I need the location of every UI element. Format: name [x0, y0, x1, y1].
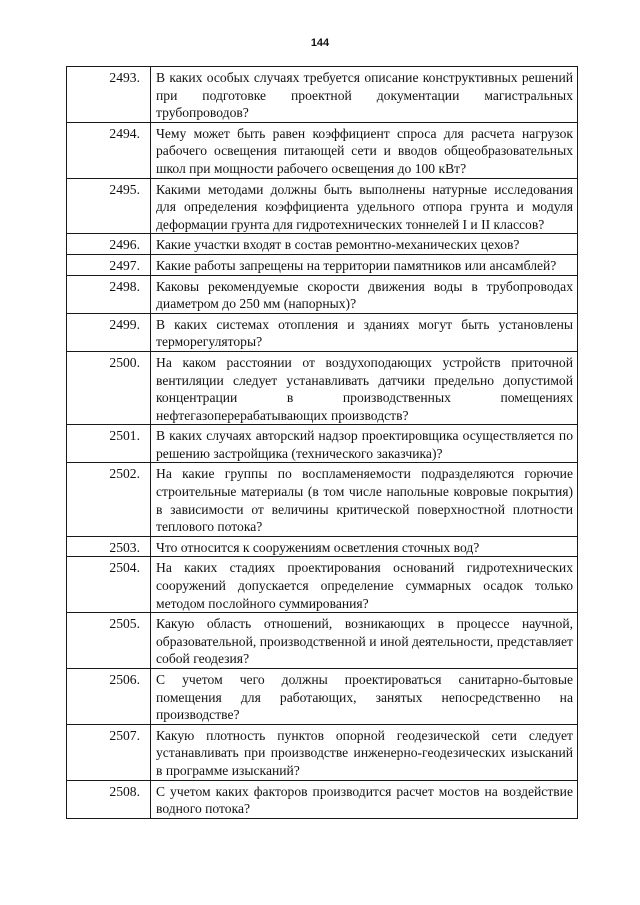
questions-table-body	[67, 67, 578, 819]
table-row	[67, 724, 578, 780]
question-number: 2505.	[67, 613, 151, 669]
table-row	[67, 122, 578, 178]
question-number: 2497.	[67, 254, 151, 275]
questions-table	[66, 66, 578, 819]
question-number: 2506.	[67, 669, 151, 725]
question-text: На какие группы по воспламеняемости подразделяются горючие строительные материалы (в том числе напольные ковровые покрытия) в зависимости от величины критической поверхностной плотности теплового потока?	[151, 463, 578, 536]
table-row	[67, 557, 578, 613]
question-text: В каких системах отопления и зданиях могут быть установлены терморегуляторы?	[151, 313, 578, 351]
question-text: Какие участки входят в состав ремонтно-механических цехов?	[151, 234, 578, 255]
question-text: Чему может быть равен коэффициент спроса для расчета нагрузок рабочего освещения питающей сети и вводов общеобразовательных школ при мощности рабочего освещения до 100 кВт?	[151, 122, 578, 178]
question-number: 2502.	[67, 463, 151, 536]
question-number: 2508.	[67, 780, 151, 818]
question-number: 2501.	[67, 425, 151, 463]
table-row	[67, 275, 578, 313]
question-number: 2493.	[67, 67, 151, 123]
page-number: 144	[310, 37, 330, 49]
table-row	[67, 351, 578, 424]
question-text: С учетом чего должны проектироваться санитарно-бытовые помещения для работающих, занятых непосредственно на производстве?	[151, 669, 578, 725]
table-row	[67, 613, 578, 669]
question-number: 2504.	[67, 557, 151, 613]
table-row	[67, 254, 578, 275]
question-number: 2494.	[67, 122, 151, 178]
question-number: 2507.	[67, 724, 151, 780]
table-row	[67, 234, 578, 255]
table-row	[67, 425, 578, 463]
table-row	[67, 67, 578, 123]
question-text: Каковы рекомендуемые скорости движения воды в трубопроводах диаметром до 250 мм (напорных)?	[151, 275, 578, 313]
question-number: 2496.	[67, 234, 151, 255]
table-row	[67, 669, 578, 725]
table-row	[67, 463, 578, 536]
table-row	[67, 780, 578, 818]
question-text: В каких особых случаях требуется описание конструктивных решений при подготовке проектной документации магистральных трубопроводов?	[151, 67, 578, 123]
question-number: 2495.	[67, 178, 151, 234]
table-row	[67, 313, 578, 351]
table-row	[67, 536, 578, 557]
question-number: 2498.	[67, 275, 151, 313]
question-text: В каких случаях авторский надзор проектировщика осуществляется по решению застройщика (технического заказчика)?	[151, 425, 578, 463]
question-text: Какую область отношений, возникающих в процессе научной, образовательной, производственной и иной деятельности, представляет собой геодезия?	[151, 613, 578, 669]
table-row	[67, 178, 578, 234]
question-text: На каком расстоянии от воздухоподающих устройств приточной вентиляции следует устанавливать датчики предельно допустимой концентрации в производственных помещениях нефтегазоперерабатывающих производств?	[151, 351, 578, 424]
question-text: Какие работы запрещены на территории памятников или ансамблей?	[151, 254, 578, 275]
question-text: С учетом каких факторов производится расчет мостов на воздействие водного потока?	[151, 780, 578, 818]
question-number: 2499.	[67, 313, 151, 351]
question-text: На каких стадиях проектирования оснований гидротехнических сооружений допускается определение суммарных осадок только методом послойного суммирования?	[151, 557, 578, 613]
question-text: Какую плотность пунктов опорной геодезической сети следует устанавливать при производстве инженерно-геодезических изысканий в программе изысканий?	[151, 724, 578, 780]
question-number: 2500.	[67, 351, 151, 424]
question-text: Что относится к сооружениям осветления сточных вод?	[151, 536, 578, 557]
question-number: 2503.	[67, 536, 151, 557]
question-text: Какими методами должны быть выполнены натурные исследования для определения коэффициента удельного отпора грунта и модуля деформации грунта для гидротехнических тоннелей I и II классов?	[151, 178, 578, 234]
